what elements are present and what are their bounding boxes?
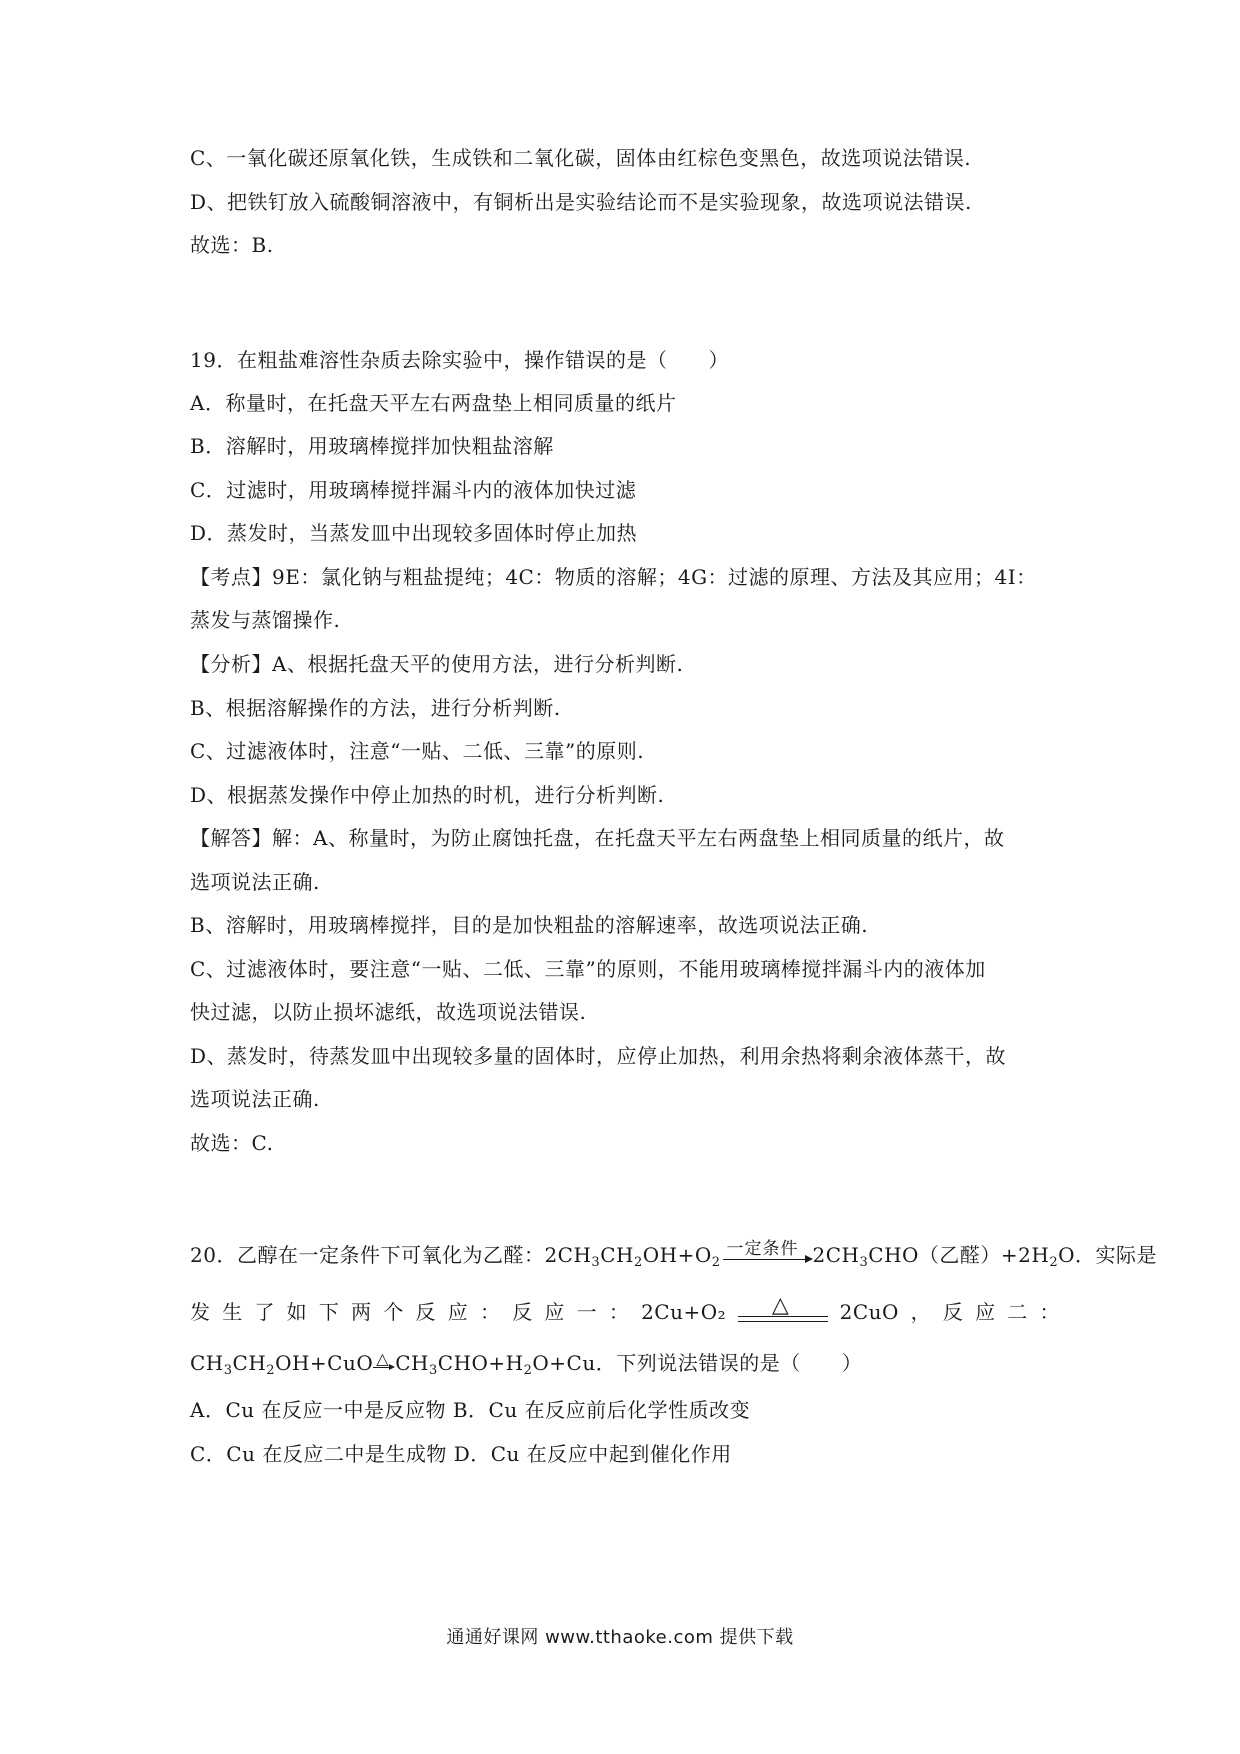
prev-answer-c: C、一氧化碳还原氧化铁，生成铁和二氧化碳，固体由红棕色变黑色，故选项说法错误. — [190, 146, 972, 170]
q20-options-ab: A．Cu 在反应一中是反应物 B．Cu 在反应前后化学性质改变 — [190, 1398, 751, 1422]
q20-line2: 发 生 了 如 下 两 个 反 应 ： 反 应 一 ： 2Cu+O₂ △ 2CuO ， 反 应 二 ： — [190, 1298, 1060, 1328]
q19-choice: 故选：C. — [190, 1131, 274, 1155]
condition-label: 一定条件 — [726, 1239, 799, 1259]
reaction-arrow-condition — [721, 1241, 813, 1269]
heat-equals-sign: △ — [738, 1298, 828, 1328]
q19-fenxi-line4: D、根据蒸发操作中停止加热的时机，进行分析判断. — [190, 783, 665, 807]
q20-line3: $CH_3CH_2OH+CuO$ △ $CH_3CHO+H_2O+Cu$．下列说法错误的是（ ） — [190, 1349, 863, 1378]
q19-jieda-line6: D、蒸发时，待蒸发皿中出现较多量的固体时，应停止加热，利用余热将剩余液体蒸干，故 — [190, 1044, 1007, 1068]
q19-stem: 19．在粗盐难溶性杂质去除实验中，操作错误的是（ ） — [190, 348, 729, 372]
reaction1-reactants: 2Cu+O₂ — [641, 1300, 727, 1324]
q19-jieda-line2: 选项说法正确. — [190, 870, 320, 894]
q19-fenxi-line3: C、过滤液体时，注意“一贴、二低、三靠”的原则. — [190, 739, 645, 763]
q19-jieda-line3: B、溶解时，用玻璃棒搅拌，目的是加快粗盐的溶解速率，故选项说法正确. — [190, 913, 869, 937]
q19-fenxi-line2: B、根据溶解操作的方法，进行分析判断. — [190, 696, 561, 720]
q19-option-a: A．称量时，在托盘天平左右两盘垫上相同质量的纸片 — [190, 391, 677, 415]
q19-kaodian-line2: 蒸发与蒸馏操作. — [190, 608, 341, 632]
page-footer: 通通好课网 www.tthaoke.com 提供下载 — [446, 1627, 794, 1648]
q19-jieda-line5: 快过滤，以防止损坏滤纸，故选项说法错误. — [190, 1000, 587, 1024]
q19-option-b: B．溶解时，用玻璃棒搅拌加快粗盐溶解 — [190, 434, 554, 458]
q19-jieda-line1: 【解答】解：A、称量时，为防止腐蚀托盘，在托盘天平左右两盘垫上相同质量的纸片，故 — [190, 826, 1005, 850]
q20-line1: 20．乙醇在一定条件下可氧化为乙醛：$2CH_3CH_2OH+O_2$ 一定条件 $2CH_3CHO$（乙醛）$+2H_2O$．实际是 — [190, 1241, 1157, 1277]
q20-options-cd: C．Cu 在反应二中是生成物 D．Cu 在反应中起到催化作用 — [190, 1442, 732, 1466]
prev-answer-choice: 故选：B. — [190, 233, 274, 257]
q19-jieda-line4: C、过滤液体时，要注意“一贴、二低、三靠”的原则，不能用玻璃棒搅拌漏斗内的液体加 — [190, 957, 986, 981]
q19-jieda-line7: 选项说法正确. — [190, 1087, 320, 1111]
heat-arrow: △ — [373, 1349, 395, 1377]
q19-kaodian-line1: 【考点】9E：氯化钠与粗盐提纯；4C：物质的溶解；4G：过滤的原理、方法及其应用；4I： — [190, 565, 1037, 589]
q19-fenxi-line1: 【分析】A、根据托盘天平的使用方法，进行分析判断. — [190, 652, 684, 676]
q19-option-c: C．过滤时，用玻璃棒搅拌漏斗内的液体加快过滤 — [190, 478, 637, 502]
q19-option-d: D．蒸发时，当蒸发皿中出现较多固体时停止加热 — [190, 521, 638, 545]
prev-answer-d: D、把铁钉放入硫酸铜溶液中，有铜析出是实验结论而不是实验现象，故选项说法错误. — [190, 190, 972, 214]
reaction1-product: 2CuO — [839, 1300, 899, 1324]
